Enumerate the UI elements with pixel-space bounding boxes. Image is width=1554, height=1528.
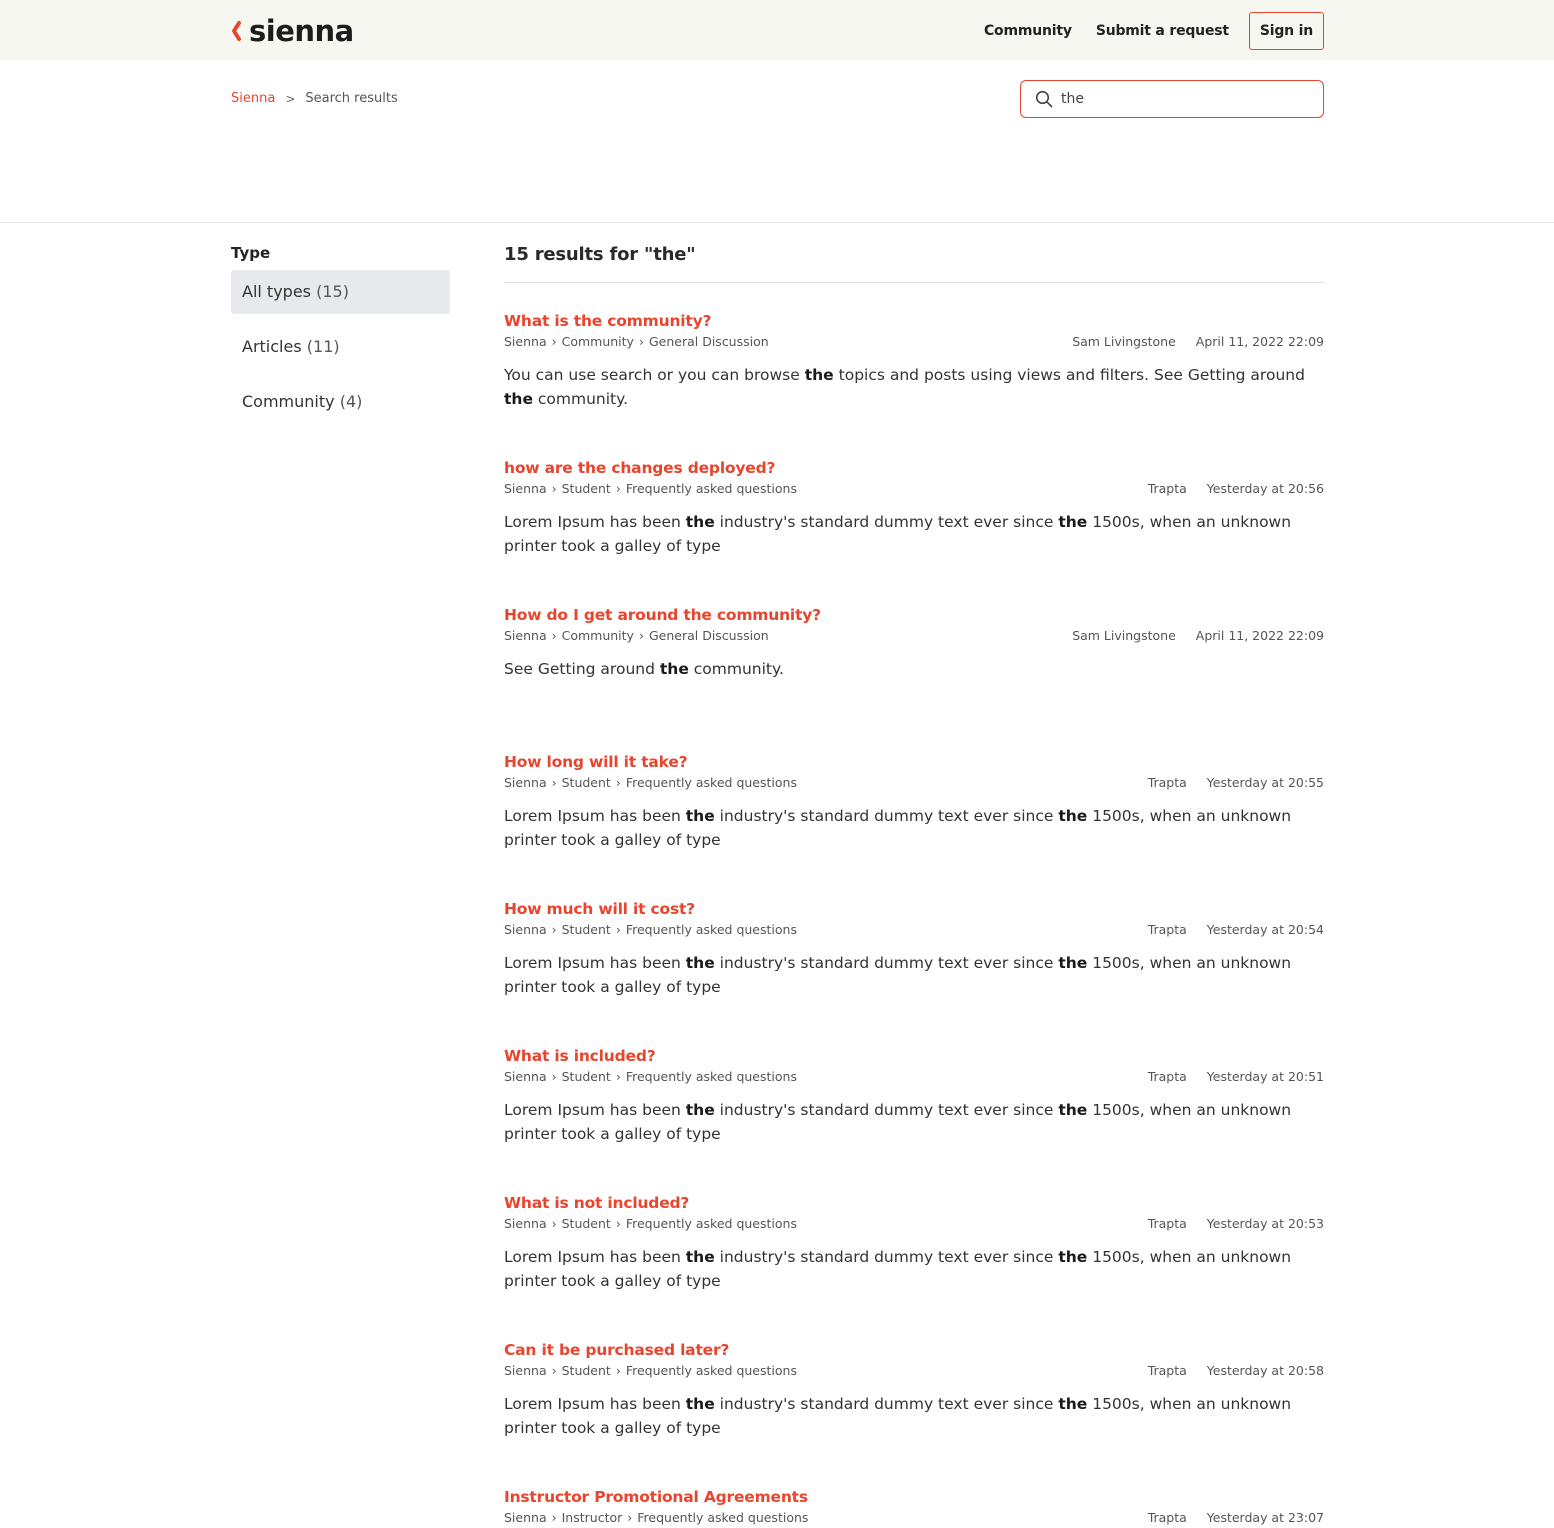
result-meta-right [1148,773,1324,793]
result-breadcrumb [504,626,769,646]
result-breadcrumb-item[interactable]: Frequently asked questions [625,1069,797,1084]
result-meta-right [1148,1361,1324,1381]
snippet-text: topics and posts using views and filters. See Getting around [833,366,1305,384]
result-snippet [504,1098,1324,1146]
filter-count: (15) [316,282,349,301]
snippet-text: 1500s, when an unknown printer took a galley of type [504,1248,1292,1290]
result-title-link[interactable]: how are the changes deployed? [504,459,776,477]
result-breadcrumb-item[interactable]: Sienna [504,1216,547,1231]
result-date: Yesterday at 20:58 [1206,1363,1324,1378]
highlight-term: the [1058,954,1088,972]
snippet-text: industry's standard dummy text ever since [714,1101,1059,1119]
result-title-link[interactable]: How do I get around the community? [504,606,821,624]
snippet-text: industry's standard dummy text ever since [714,513,1059,531]
result-breadcrumb [504,1508,808,1528]
result-author: Sam Livingstone [1072,334,1176,349]
result-author: Trapta [1147,922,1187,937]
result-meta-right [1148,1508,1324,1528]
result-title-link[interactable]: What is not included? [504,1194,690,1212]
result-author: Trapta [1147,481,1187,496]
snippet-text: community. [688,660,784,678]
result-item [504,310,1324,411]
result-meta-right [1148,920,1324,940]
snippet-text: industry's standard dummy text ever since [714,1395,1059,1413]
result-breadcrumb-item[interactable]: Student [561,775,611,790]
result-author: Sam Livingstone [1072,628,1176,643]
result-breadcrumb-item[interactable]: Student [561,1216,611,1231]
brand-name: sienna [249,14,354,48]
filter-sidebar [231,244,450,435]
result-date: Yesterday at 20:53 [1206,1216,1324,1231]
results-heading: 15 results for "the" [504,244,1324,283]
result-meta-right [1072,332,1324,352]
result-author: Trapta [1147,1510,1187,1525]
result-breadcrumb [504,1361,797,1381]
result-item [504,751,1324,852]
sign-in-button[interactable]: Sign in [1249,12,1324,50]
breadcrumb-chevron-icon: › [551,481,557,496]
result-breadcrumb-item[interactable]: Frequently asked questions [625,922,797,937]
result-breadcrumb [504,479,797,499]
highlight-term: the [804,366,834,384]
result-meta-right [1148,479,1324,499]
search-input[interactable] [1061,91,1301,107]
result-item [504,457,1324,558]
filter-label: Articles [242,337,302,356]
result-breadcrumb-item[interactable]: Sienna [504,922,547,937]
breadcrumb-chevron-icon: › [551,334,557,349]
breadcrumb-chevron-icon: › [627,1510,633,1525]
result-snippet [504,1245,1324,1293]
result-snippet [504,804,1324,852]
snippet-text: community. [532,390,629,408]
snippet-text: Lorem Ipsum has been [504,1101,686,1119]
breadcrumb-chevron-icon: › [615,1363,621,1378]
snippet-text: industry's standard dummy text ever since [714,807,1059,825]
breadcrumb-chevron-icon: › [551,775,557,790]
filter-count: (4) [339,392,363,411]
filter-label: Community [242,392,335,411]
result-author: Trapta [1147,775,1187,790]
snippet-text: 1500s, when an unknown printer took a galley of type [504,513,1292,555]
highlight-term: the [685,1248,715,1266]
result-author: Trapta [1147,1363,1187,1378]
result-snippet [504,951,1324,999]
snippet-text: industry's standard dummy text ever since [714,1248,1059,1266]
breadcrumb-home-link[interactable]: Sienna [231,91,276,106]
result-meta [504,773,1324,793]
breadcrumb-chevron-icon: › [615,1216,621,1231]
result-title-link[interactable]: What is the community? [504,312,712,330]
result-title-link[interactable]: Instructor Promotional Agreements [504,1488,808,1506]
breadcrumb-chevron-icon: › [638,334,644,349]
result-breadcrumb [504,332,769,352]
result-meta [504,332,1324,352]
filter-type-title: Type [231,244,271,262]
top-nav [960,12,1324,50]
result-author: Trapta [1147,1216,1187,1231]
snippet-text: Lorem Ipsum has been [504,807,686,825]
site-header [0,0,1554,60]
result-item [504,898,1324,999]
result-item [504,604,1324,681]
nav-community-link[interactable]: Community [983,23,1072,39]
result-breadcrumb-item[interactable]: Community [561,628,634,643]
snippet-text: industry's standard dummy text ever since [714,954,1059,972]
result-meta [504,920,1324,940]
result-date: April 11, 2022 22:09 [1195,334,1324,349]
highlight-term: the [685,1395,715,1413]
result-meta [504,1508,1324,1528]
result-title-link[interactable]: How much will it cost? [504,900,695,918]
highlight-term: the [1058,1395,1088,1413]
filter-label: All types [242,282,311,301]
result-date: Yesterday at 20:51 [1206,1069,1324,1084]
result-breadcrumb-item[interactable]: Frequently asked questions [625,1363,797,1378]
result-breadcrumb [504,773,797,793]
result-breadcrumb-item[interactable]: Sienna [504,1363,547,1378]
result-item [504,1339,1324,1440]
result-breadcrumb-item[interactable]: Frequently asked questions [625,775,797,790]
breadcrumb-chevron-icon: › [615,922,621,937]
result-breadcrumb-item[interactable]: Sienna [504,481,547,496]
result-item [504,1486,1324,1528]
result-title-link[interactable]: Can it be purchased later? [504,1341,730,1359]
result-breadcrumb-item[interactable]: Instructor [561,1510,623,1525]
result-item [504,1045,1324,1146]
result-breadcrumb [504,1214,797,1234]
result-breadcrumb-item[interactable]: Student [561,481,611,496]
breadcrumb-chevron-icon: › [615,775,621,790]
breadcrumb-separator: > [285,91,296,106]
search-box[interactable] [1020,80,1324,118]
brand-logo[interactable] [231,13,354,49]
result-author: Trapta [1147,1069,1187,1084]
result-item [504,1192,1324,1293]
highlight-term: the [1058,1101,1088,1119]
result-breadcrumb-item[interactable]: General Discussion [648,628,769,643]
result-date: Yesterday at 23:07 [1206,1510,1324,1525]
breadcrumb-chevron-icon: › [551,1363,557,1378]
snippet-text: You can use search or you can browse [504,366,805,384]
snippet-text: 1500s, when an unknown printer took a galley of type [504,954,1292,996]
result-meta [504,1361,1324,1381]
highlight-term: the [685,513,715,531]
result-breadcrumb-item[interactable]: Sienna [504,775,547,790]
snippet-text: 1500s, when an unknown printer took a galley of type [504,1395,1292,1437]
result-meta [504,1214,1324,1234]
highlight-term: the [1058,1248,1088,1266]
breadcrumb-chevron-icon: › [615,481,621,496]
result-snippet [504,363,1324,411]
highlight-term: the [1058,513,1088,531]
result-breadcrumb-item[interactable]: Frequently asked questions [625,1216,797,1231]
result-meta-right [1072,626,1324,646]
highlight-term: the [685,1101,715,1119]
result-date: Yesterday at 20:55 [1206,775,1324,790]
breadcrumb-chevron-icon: › [551,628,557,643]
search-icon [1035,90,1053,108]
result-meta [504,626,1324,646]
result-breadcrumb-item[interactable]: Sienna [504,1069,547,1084]
result-date: April 11, 2022 22:09 [1195,628,1324,643]
result-title-link[interactable]: What is included? [504,1047,656,1065]
result-snippet [504,657,1324,681]
highlight-term: the [659,660,689,678]
result-breadcrumb [504,1067,797,1087]
result-breadcrumb-item[interactable]: Frequently asked questions [637,1510,809,1525]
result-meta [504,1067,1324,1087]
result-breadcrumb-item[interactable]: Student [561,922,611,937]
snippet-text: Lorem Ipsum has been [504,513,686,531]
result-breadcrumb-item[interactable]: Frequently asked questions [625,481,797,496]
snippet-text: 1500s, when an unknown printer took a galley of type [504,1101,1292,1143]
filter-all-types[interactable] [231,270,450,314]
nav-submit-request-link[interactable]: Submit a request [1095,23,1229,39]
highlight-term: the [1058,807,1088,825]
highlight-term: the [685,807,715,825]
result-breadcrumb-item[interactable]: Sienna [504,334,547,349]
result-breadcrumb-item[interactable]: Sienna [504,628,547,643]
breadcrumb [231,91,398,106]
breadcrumb-chevron-icon: › [551,922,557,937]
snippet-text: 1500s, when an unknown printer took a galley of type [504,807,1292,849]
breadcrumb-chevron-icon: › [551,1069,557,1084]
result-breadcrumb [504,920,797,940]
result-title-link[interactable]: How long will it take? [504,753,688,771]
result-meta-right [1148,1214,1324,1234]
filter-articles[interactable] [231,325,450,369]
breadcrumb-chevron-icon: › [638,628,644,643]
search-results [504,244,1324,1528]
result-snippet [504,1392,1324,1440]
breadcrumb-chevron-icon: › [615,1069,621,1084]
header-divider [0,222,1554,223]
highlight-term: the [504,390,533,408]
highlight-term: the [685,954,715,972]
filter-count: (11) [306,337,340,356]
filter-community[interactable] [231,380,450,424]
result-snippet [504,510,1324,558]
result-date: Yesterday at 20:56 [1206,481,1324,496]
result-breadcrumb-item[interactable]: General Discussion [648,334,769,349]
result-breadcrumb-item[interactable]: Student [561,1069,611,1084]
logo-mark-icon [231,20,241,42]
snippet-text: Lorem Ipsum has been [504,1248,686,1266]
snippet-text: Lorem Ipsum has been [504,954,686,972]
snippet-text: See Getting around [504,660,660,678]
result-meta [504,479,1324,499]
breadcrumb-chevron-icon: › [551,1510,557,1525]
result-breadcrumb-item[interactable]: Student [561,1363,611,1378]
result-breadcrumb-item[interactable]: Community [561,334,634,349]
result-breadcrumb-item[interactable]: Sienna [504,1510,547,1525]
result-date: Yesterday at 20:54 [1206,922,1324,937]
snippet-text: Lorem Ipsum has been [504,1395,686,1413]
breadcrumb-chevron-icon: › [551,1216,557,1231]
result-meta-right [1148,1067,1324,1087]
breadcrumb-current: Search results [305,91,398,106]
